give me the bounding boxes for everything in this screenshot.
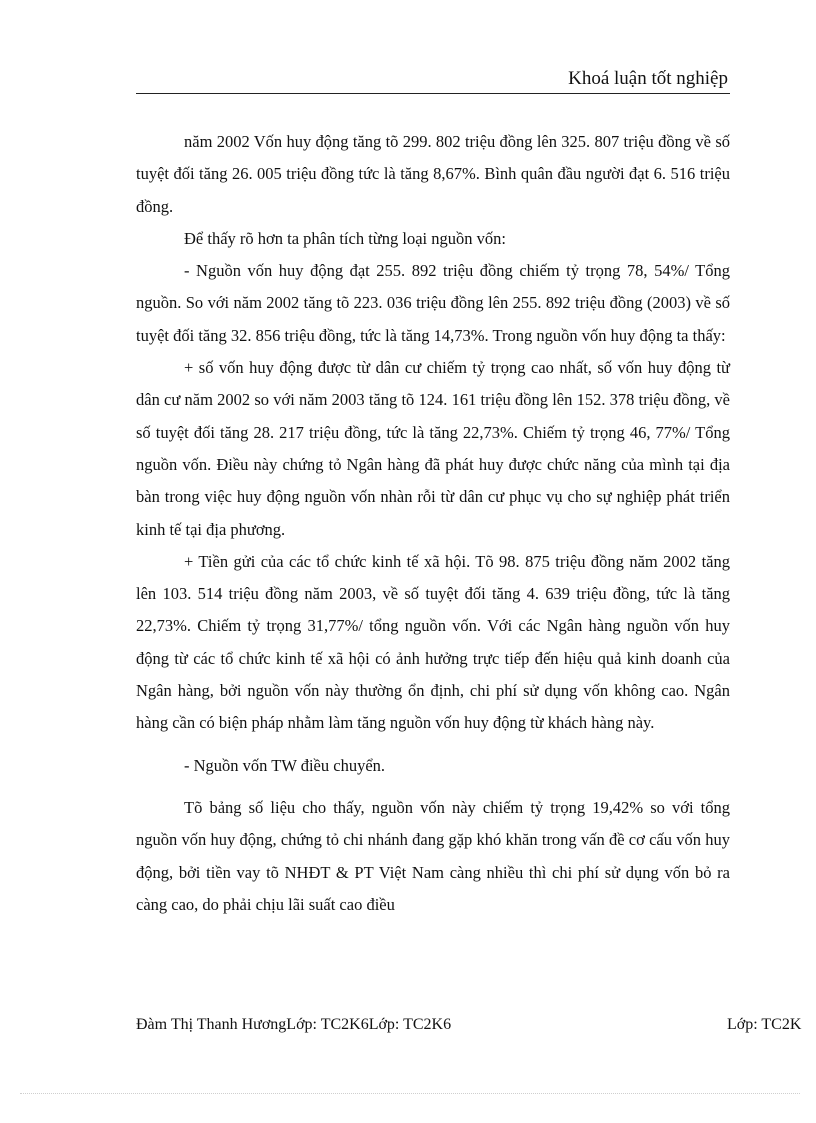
bottom-dotted-divider (20, 1093, 800, 1094)
page-header-title: Khoá luận tốt nghiệp (568, 68, 728, 89)
footer-author-class: Đàm Thị Thanh HươngLớp: TC2K6Lớp: TC2K6 (136, 1016, 452, 1033)
paragraph: Để thấy rõ hơn ta phân tích từng loại nguồn vốn: (184, 228, 506, 248)
paragraph: - Nguồn vốn TW điều chuyển. (184, 755, 386, 775)
footer-class-label: Lớp: TC2K (727, 1016, 802, 1033)
body-text (136, 126, 730, 921)
paragraph: - Nguồn vốn huy động đạt 255. 892 triệu đồng chiếm tỷ trọng 78, 54%/ Tổng nguồn. So với năm 2002 tăng tõ 223. 036 triệu đồng lên 255. 892 triệu đồng (2003) về số tuyệt đối tăng 32. 856 triệu đồng, tức là tăng 14,73%. Trong nguồn vốn huy động ta thấy: (136, 261, 730, 345)
paragraph: Tõ bảng số liệu cho thấy, nguồn vốn này chiếm tỷ trọng 19,42% so với tổng nguồn vốn huy động, chứng tỏ chi nhánh đang gặp khó khăn trong vấn đề cơ cấu vốn huy động, bởi tiền vay tõ NHĐT & PT Việt Nam càng nhiều thì chi phí sử dụng vốn bỏ ra càng cao, do phải chịu lãi suất cao điều (136, 797, 730, 914)
paragraph: + Tiền gửi của các tổ chức kinh tế xã hội. Tõ 98. 875 triệu đồng năm 2002 tăng lên 103. 514 triệu đồng năm 2003, về số tuyệt đối tăng 4. 639 triệu đồng, tức là tăng 22,73%. Chiếm tỷ trọng 31,77%/ tổng nguồn vốn. Với các Ngân hàng nguồn vốn huy động từ các tổ chức kinh tế xã hội có ảnh hưởng trực tiếp đến hiệu quả kinh doanh của Ngân hàng, bởi nguồn vốn này thường ổn định, chi phí sử dụng vốn không cao. Ngân hàng cần có biện pháp nhằm làm tăng nguồn vốn huy động từ khách hàng này. (136, 551, 730, 733)
header-rule (136, 93, 730, 94)
paragraph: + số vốn huy động được từ dân cư chiếm tỷ trọng cao nhất, số vốn huy động từ dân cư năm 2002 so với năm 2003 tăng tõ 124. 161 triệu đồng lên 152. 378 triệu đồng, về số tuyệt đối tăng 28. 217 triệu đồng, tức là tăng 22,73%. Chiếm tỷ trọng 46, 77%/ Tổng nguồn vốn. Điều này chứng tỏ Ngân hàng đã phát huy được chức năng của mình tại địa bàn trong việc huy động nguồn vốn nhàn rỗi từ dân cư phục vụ cho sự nghiệp phát triển kinh tế tại địa phương. (136, 358, 730, 539)
paragraph: năm 2002 Vốn huy động tăng tõ 299. 802 triệu đồng lên 325. 807 triệu đồng về số tuyệt đối tăng 26. 005 triệu đồng tức là tăng 8,67%. Bình quân đầu người đạt 6. 516 triệu đồng. (136, 132, 730, 216)
